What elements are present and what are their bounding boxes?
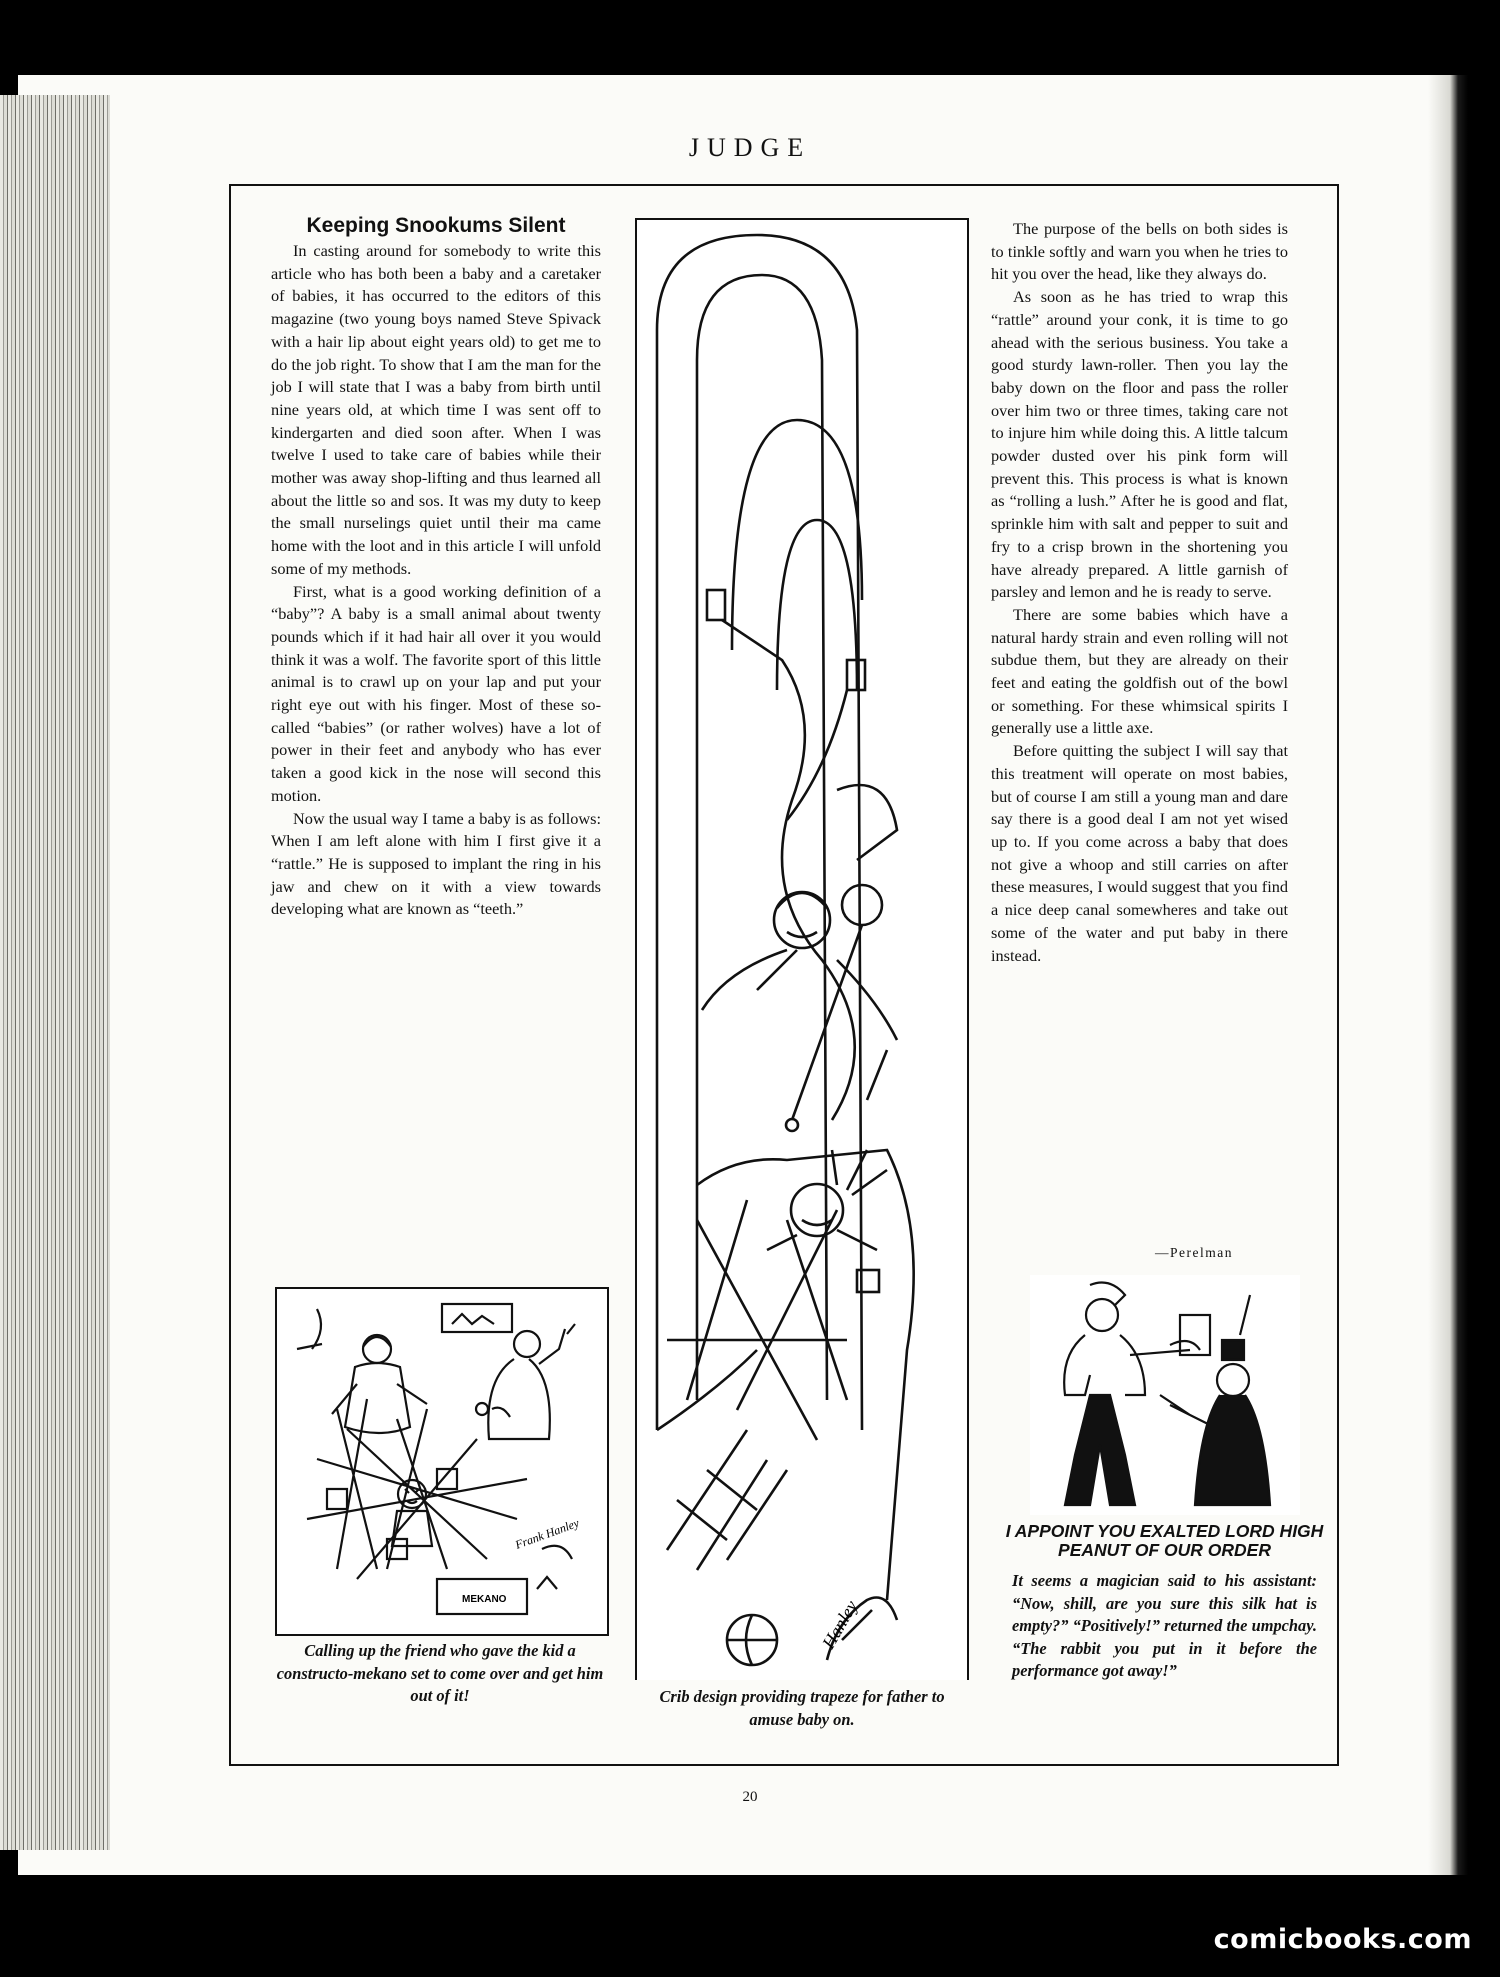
mekano-box-label: MEKANO bbox=[462, 1594, 507, 1605]
cartoon-peanut-title: I APPOINT YOU EXALTED LORD HIGH PEANUT OF OUR ORDER bbox=[1005, 1521, 1324, 1560]
paragraph: In casting around for somebody to write this article who has both been a baby and a caretaker of babies, it has occurred to the editors of this magazine (two young boys named Steve Spivack with a hair lip about eight years old) to get me to do the job right. To show that I am the man for the job I will state that I was a baby from birth until nine years old, at which time I was sent off to kindergarten and died soon after. When I was twelve I used to take care of babies while their mother was away shop-lifting and thus learned all about the little so and sos. It was my duty to keep the small nurselings quiet until their ma came home with the loot and in this article I will unfold some of my methods. bbox=[271, 241, 601, 578]
book-gutter bbox=[1428, 75, 1468, 1875]
article-column-right bbox=[991, 218, 1288, 967]
cartoon-crib-drawing bbox=[637, 220, 967, 1680]
paragraph: First, what is a good working definition of a “baby”? A baby is a small animal about twenty pounds which if it had hair all over it you would think it was a wolf. The favorite sport of this little animal is to crawl up on your lap and put your right eye out with his finger. Most of these so-called “babies” (or rather wolves) have a lot of power in their feet and anybody who has ever taken a good kick in the nose will second this motion. bbox=[271, 581, 601, 805]
cartoon-peanut-caption: It seems a magician said to his assistant: “Now, shill, are you sure this silk hat is empty?” “Positively!” returned the umpchay. “The rabbit you put in it before the performance got away!” bbox=[1012, 1571, 1317, 1680]
paragraph: There are some babies which have a natural hardy strain and even rolling will not subdue them, but they are already on their feet and eating the goldfish out of the bowl or something. For these whimsical spirits I generally use a little axe. bbox=[991, 604, 1288, 738]
paragraph: Now the usual way I tame a baby is as follows: When I am left alone with him I first give it a “rattle.” He is supposed to implant the ring in his jaw and chew on it with a view towards developing what are known as “teeth.” bbox=[271, 808, 601, 919]
book-page-edges bbox=[0, 95, 110, 1850]
cartoon-lord-high-peanut bbox=[1030, 1275, 1300, 1515]
article-title: Keeping Snookums Silent bbox=[306, 214, 566, 237]
artist-signature: Frank Hanley bbox=[513, 1515, 581, 1552]
artist-signature: Hanley bbox=[818, 1596, 862, 1652]
source-watermark: comicbooks.com bbox=[1213, 1924, 1472, 1955]
cartoon-mekano-caption: Calling up the friend who gave the kid a constructo-mekano set to come over and get him out of it! bbox=[276, 1641, 604, 1705]
cartoon-crib-trapeze bbox=[635, 218, 969, 1680]
paragraph: As soon as he has tried to wrap this “rattle” around your conk, it is time to go ahead with the serious business. You take a good sturdy lawn-roller. Then you lay the baby down on the floor and pass the roller over him two or three times, taking care not to injure him while doing this. A little talcum powder dusted over his pink form will prevent this. This process is what is known as “rolling a lush.” After he is good and flat, sprinkle him with salt and pepper to suit and fry to a crisp brown in the shortening you have already prepared. A little garnish of parsley and lemon and he is ready to serve. bbox=[991, 287, 1288, 602]
article-column-left bbox=[271, 240, 601, 921]
paragraph: Before quitting the subject I will say that this treatment will operate on most babies, but of course I am still a young man and dare say there is a good deal I am not yet wised up to. If you come across a baby that does not give a whoop and still carries on after these measures, I would suggest that you find a nice deep canal somewheres and take out some of the water and put baby in there instead. bbox=[991, 741, 1288, 965]
cartoon-mekano bbox=[275, 1287, 609, 1636]
paragraph: The purpose of the bells on both sides is to tinkle softly and warn you when he tries to hit you over the head, like they always do. bbox=[991, 219, 1288, 284]
running-head: JUDGE bbox=[688, 133, 812, 162]
article-byline: —Perelman bbox=[1155, 1245, 1233, 1260]
cartoon-mekano-drawing bbox=[277, 1289, 607, 1634]
cartoon-crib-caption: Crib design providing trapeze for father to amuse baby on. bbox=[659, 1687, 945, 1729]
cartoon-peanut-drawing bbox=[1030, 1275, 1300, 1515]
page-number: 20 bbox=[742, 1789, 758, 1805]
